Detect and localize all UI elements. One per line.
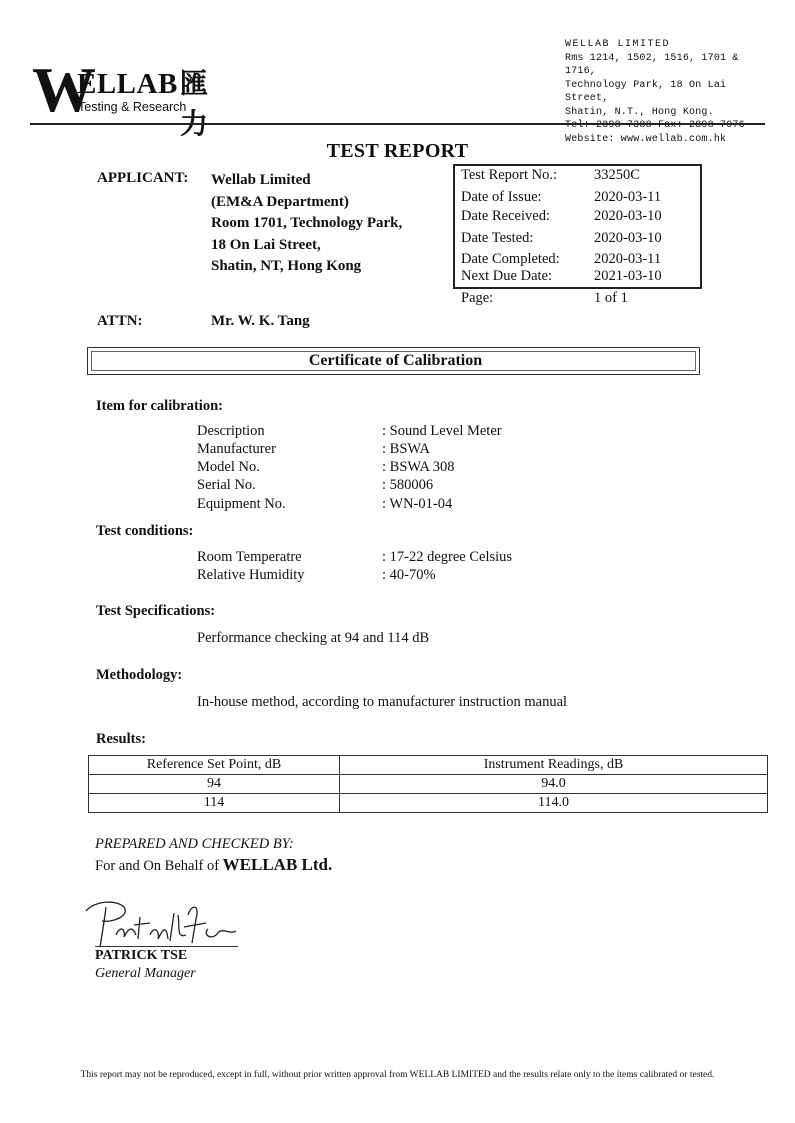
condition-row — [0, 549, 795, 567]
attn-label: ATTN: — [97, 313, 143, 329]
company-address-block — [565, 38, 765, 146]
signatory-name: PATRICK TSE — [95, 948, 188, 963]
item-row — [0, 423, 795, 441]
conditions-heading: Test conditions: — [96, 523, 194, 539]
item-value: : 580006 — [382, 477, 434, 493]
item-label: Description — [197, 423, 265, 439]
company-name: WELLAB LIMITED — [565, 39, 671, 50]
handwritten-signature — [80, 895, 250, 951]
prepared-by-label: PREPARED AND CHECKED BY: — [95, 836, 294, 852]
item-label: Equipment No. — [197, 496, 286, 512]
company-logo — [32, 54, 222, 140]
logo-word: ELLAB — [77, 68, 178, 100]
address-line: Rms 1214, 1502, 1516, 1701 & 1716, — [565, 52, 739, 77]
logo-letter: W — [32, 54, 94, 125]
table-cell: 94.0 — [340, 775, 768, 794]
condition-value: : 40-70% — [382, 567, 436, 583]
applicant-address — [211, 170, 402, 278]
specifications-heading: Test Specifications: — [96, 603, 216, 619]
results-heading: Results: — [96, 731, 146, 747]
on-behalf-line — [95, 855, 332, 875]
info-label: Date of Issue: — [461, 189, 542, 205]
table-row — [89, 794, 768, 813]
info-value: 2020-03-11 — [594, 189, 662, 205]
tel-fax: Tel: 2898 7388 Fax: 2898 7076 — [565, 120, 745, 131]
item-label: Serial No. — [197, 477, 256, 493]
info-label: Test Report No.: — [461, 167, 558, 183]
item-heading: Item for calibration: — [96, 398, 223, 414]
condition-value: : 17-22 degree Celsius — [382, 549, 513, 565]
methodology-text: In-house method, according to manufacturer instruction manual — [197, 694, 568, 710]
info-value: 33250C — [594, 167, 640, 183]
footer-disclaimer: This report may not be reproduced, except in full, without prior written approval from WELLAB LIMITED and the results relate only to the items calibrated or tested. — [80, 1070, 715, 1080]
address-line: Shatin, N.T., Hong Kong. — [565, 106, 714, 118]
behalf-company: WELLAB Ltd. — [222, 855, 333, 874]
attn-value: Mr. W. K. Tang — [211, 313, 310, 329]
item-value: : BSWA 308 — [382, 459, 455, 475]
item-row — [0, 496, 795, 514]
item-row — [0, 441, 795, 459]
applicant-line: Wellab Limited — [211, 172, 311, 188]
info-label: Next Due Date: — [461, 268, 552, 284]
logo-subtitle: Testing & Research — [78, 100, 187, 114]
item-value: : WN-01-04 — [382, 496, 453, 512]
report-title: TEST REPORT — [326, 140, 469, 162]
table-cell: 94 — [89, 775, 340, 794]
info-value: 2020-03-10 — [594, 230, 662, 246]
column-header: Reference Set Point, dB — [89, 756, 340, 775]
item-row — [0, 459, 795, 477]
signatory-title: General Manager — [95, 966, 196, 981]
behalf-prefix: For and On Behalf of — [95, 858, 223, 874]
page-label: Page: — [461, 290, 494, 306]
applicant-line: Shatin, NT, Hong Kong — [211, 258, 362, 274]
methodology-heading: Methodology: — [96, 667, 183, 683]
applicant-line: (EM&A Department) — [211, 193, 349, 210]
table-row — [89, 775, 768, 794]
condition-row — [0, 567, 795, 585]
item-label: Model No. — [197, 459, 260, 475]
website: Website: www.wellab.com.hk — [565, 133, 727, 145]
table-cell: 114.0 — [340, 794, 768, 813]
logo-chinese: 匯力 — [180, 69, 209, 140]
item-label: Manufacturer — [197, 441, 276, 457]
results-table — [88, 755, 768, 813]
specifications-text: Performance checking at 94 and 114 dB — [197, 630, 430, 646]
applicant-label: APPLICANT: — [97, 170, 189, 186]
info-value: 2020-03-11 — [594, 251, 662, 267]
signature-line — [95, 946, 238, 947]
info-value: 2021-03-10 — [594, 268, 662, 284]
info-label: Date Completed: — [461, 251, 560, 267]
condition-label: Relative Humidity — [197, 567, 305, 583]
page-value: 1 of 1 — [594, 290, 628, 306]
certificate-title: Certificate of Calibration — [308, 352, 483, 369]
applicant-line: Room 1701, Technology Park, — [211, 215, 403, 231]
table-header-row — [89, 756, 768, 775]
item-value: : BSWA — [382, 441, 430, 457]
item-row — [0, 477, 795, 495]
column-header: Instrument Readings, dB — [340, 756, 768, 775]
address-line: Technology Park, 18 On Lai Street, — [565, 79, 727, 104]
info-label: Date Received: — [461, 208, 550, 224]
condition-label: Room Temperatre — [197, 549, 302, 565]
item-value: : Sound Level Meter — [382, 423, 502, 439]
table-cell: 114 — [89, 794, 340, 813]
info-label: Date Tested: — [461, 230, 534, 246]
applicant-line: 18 On Lai Street, — [211, 236, 321, 253]
header-divider — [30, 123, 765, 125]
info-value: 2020-03-10 — [594, 208, 662, 224]
